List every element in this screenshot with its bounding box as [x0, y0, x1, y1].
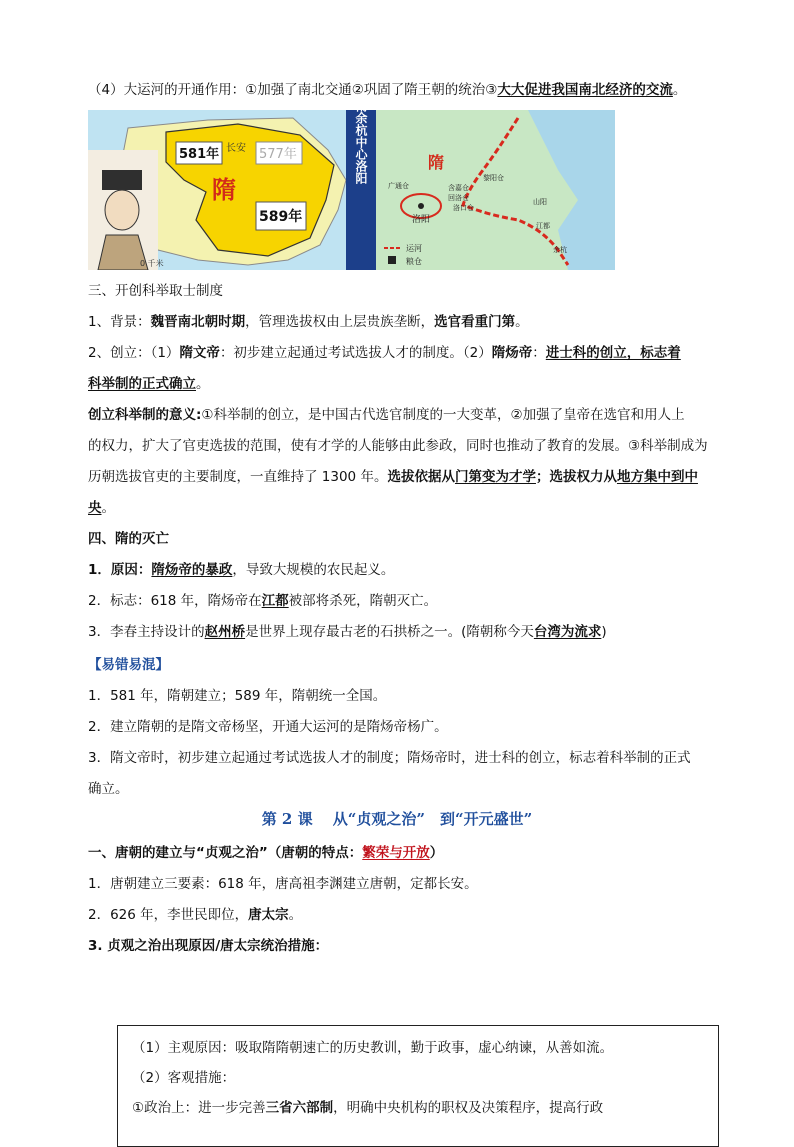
svg-text:粮仓: 粮仓	[406, 257, 422, 266]
svg-text:含嘉仓: 含嘉仓	[448, 184, 469, 192]
s3-creation-cont: 科举制的正式确立。	[88, 376, 210, 392]
measures-box	[117, 1025, 719, 1147]
svg-text:581年: 581年	[179, 147, 220, 162]
svg-text:洛口仓: 洛口仓	[453, 204, 474, 212]
svg-text:余杭: 余杭	[553, 246, 567, 254]
lesson2-point3: 3. 贞观之治出现原因/唐太宗统治措施：	[88, 938, 329, 954]
box-line-1: （1）主观原因：吸取隋隋朝速亡的历史教训，勤于政事，虚心纳谏，从善如流。	[132, 1040, 614, 1056]
box-line-2: （2）客观措施：	[132, 1070, 236, 1086]
legend-granary-mark	[388, 256, 396, 264]
box-line-3: ①政治上：进一步完善三省六部制，明确中央机构的职权及决策程序，提高行政	[132, 1100, 604, 1116]
svg-text:洛阳: 洛阳	[411, 215, 431, 225]
easy-item-3: 3．隋文帝时，初步建立起通过考试选拔人才的制度；隋炀帝时，进士科的创立，标志着科举制的正式	[88, 750, 691, 766]
svg-text:广通仓: 广通仓	[388, 182, 409, 190]
s3-creation: 2、创立：（1）隋文帝：初步建立起通过考试选拔人才的制度。（2）隋炀帝：进士科的创立，标志着	[88, 345, 681, 361]
s3-significance-4: 央。	[88, 500, 115, 516]
map-collage	[88, 110, 615, 270]
canal-effect-line: （4）大运河的开通作用：①加强了南北交通②巩固了隋王朝的统治③大大促进我国南北经济的交流。	[88, 82, 687, 98]
s3-significance-3: 历朝选拔官吏的主要制度，一直维持了 1300 年。选拔依据从门第变为才学；选拔权力从地方集中到中	[88, 469, 698, 485]
s3-background: 1、背景：魏晋南北朝时期，管理选拔权由上层贵族垄断，选官看重门第。	[88, 314, 529, 330]
svg-text:隋: 隋	[428, 153, 445, 172]
map-images	[88, 110, 615, 270]
easy-item-1: 1．581 年，隋朝建立；589 年，隋朝统一全国。	[88, 688, 387, 704]
emperor-face	[105, 190, 139, 230]
s3-significance-2: 的权力，扩大了官吏选拔的范围，使有才学的人能够由此参政，同时也推动了教育的发展。③科举制成为	[88, 438, 708, 454]
s4-bridge: 3．李春主持设计的赵州桥是世界上现存最古老的石拱桥之一。(隋朝称今天台湾为流求)	[88, 624, 607, 640]
svg-text:长安: 长安	[226, 143, 246, 154]
svg-text:运河: 运河	[406, 244, 422, 253]
s4-mark: 2．标志：618 年，隋炀帝在江都被部将杀死，隋朝灭亡。	[88, 593, 438, 609]
svg-text:黎阳仓: 黎阳仓	[483, 174, 504, 182]
lesson2-point1: 1．唐朝建立三要素：618 年，唐高祖李渊建立唐朝，定都长安。	[88, 876, 478, 892]
s3-significance-1: 创立科举制的意义:①科举制的创立，是中国古代选官制度的一大变革，②加强了皇帝在选官和用人上	[88, 407, 685, 423]
svg-text:回洛仓: 回洛仓	[448, 194, 469, 202]
luoyang-dot	[418, 203, 424, 209]
emperor-crown	[102, 170, 142, 190]
easy-item-3-cont: 确立。	[88, 781, 129, 797]
svg-text:北涿郡南余杭中心洛阳: 北涿郡南余杭中心洛阳	[354, 110, 368, 184]
lesson2-heading1: 一、唐朝的建立与“贞观之治”（唐朝的特点：繁荣与开放）	[88, 845, 444, 861]
svg-text:0 千米: 0 千米	[140, 259, 164, 268]
easy-mistakes-heading: 【易错易混】	[88, 657, 169, 673]
svg-text:577年: 577年	[259, 147, 297, 162]
lesson2-title: 第 2 课 从“贞观之治” 到“开元盛世”	[261, 810, 533, 828]
easy-item-2: 2．建立隋朝的是隋文帝杨坚，开通大运河的是隋炀帝杨广。	[88, 719, 448, 735]
svg-text:山阳: 山阳	[533, 198, 547, 206]
section4-heading: 四、隋的灭亡	[88, 531, 169, 547]
lesson2-point2: 2．626 年，李世民即位，唐太宗。	[88, 907, 303, 923]
section3-heading: 三、开创科举取士制度	[88, 283, 223, 299]
svg-text:江都: 江都	[536, 222, 550, 230]
s4-cause: 1．原因：隋炀帝的暴政，导致大规模的农民起义。	[88, 562, 395, 578]
svg-text:隋: 隋	[212, 176, 236, 204]
svg-text:589年: 589年	[259, 209, 303, 225]
